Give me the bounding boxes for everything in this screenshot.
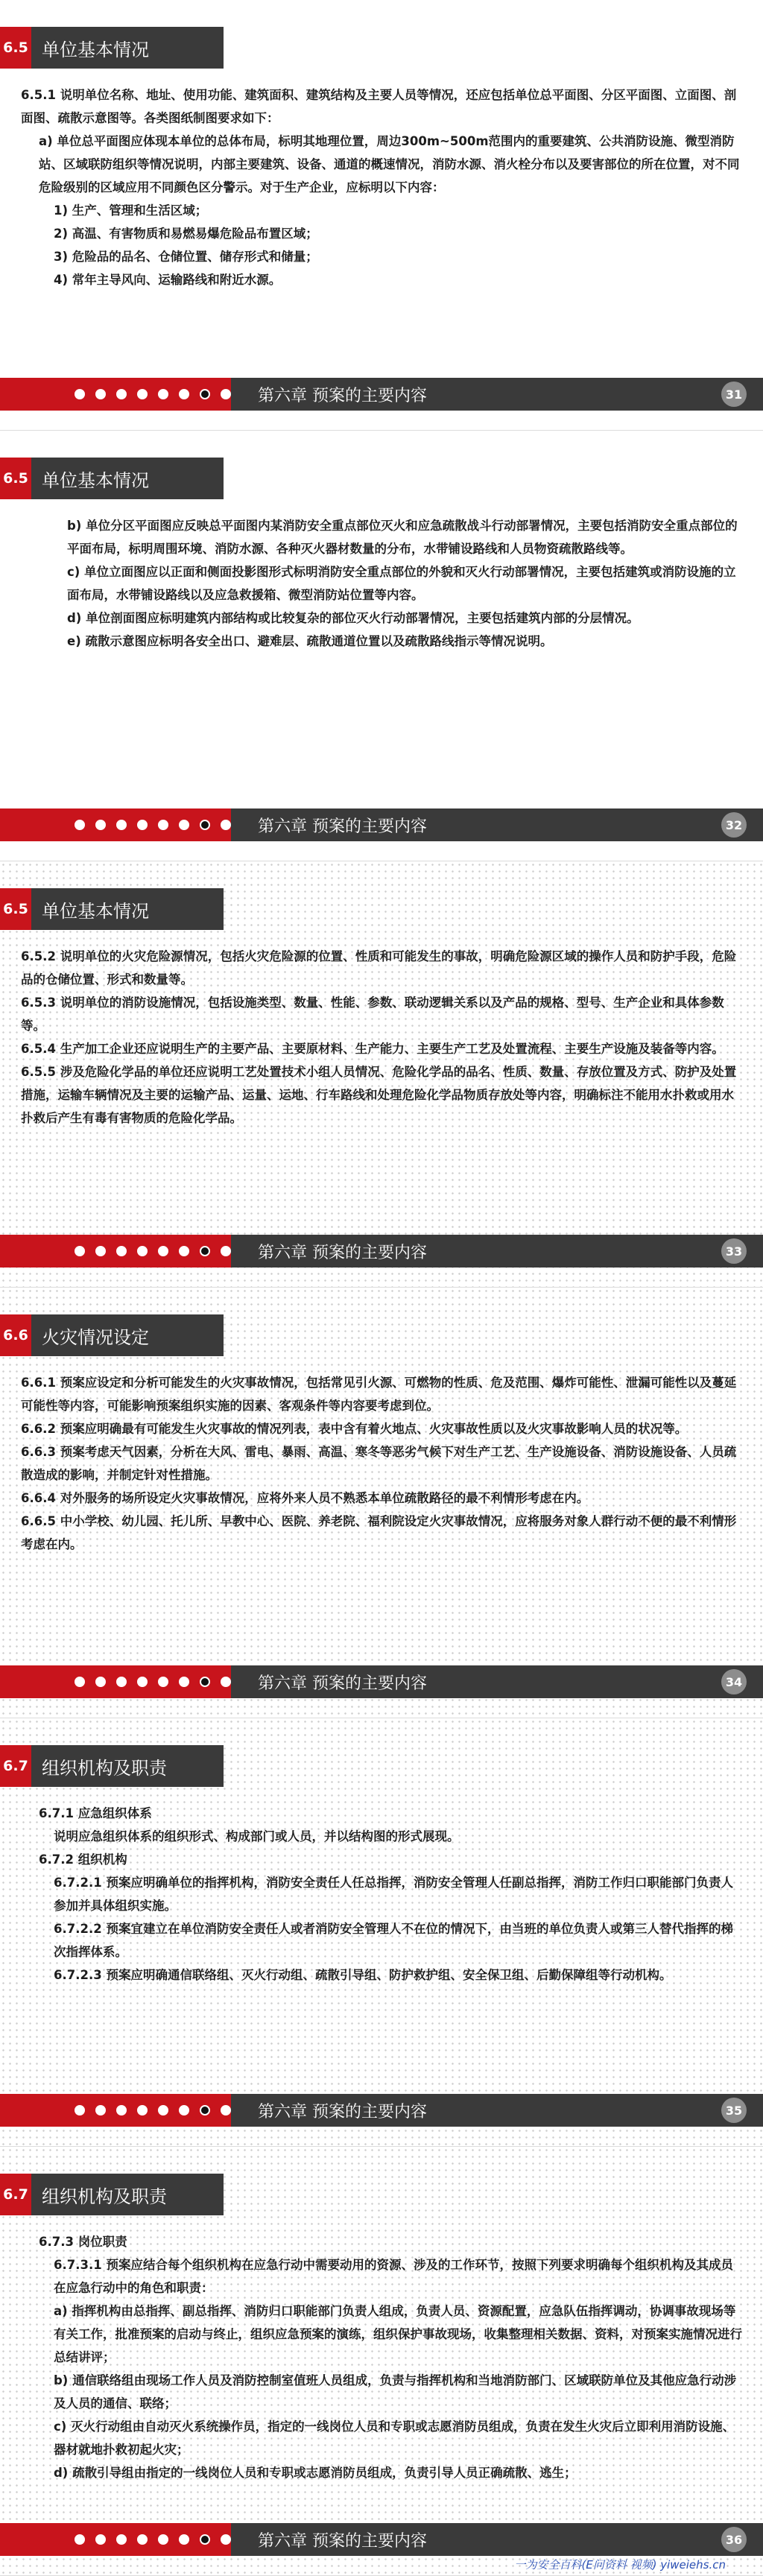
paragraph: 2) 高温、有害物质和易燃易爆危险品布置区域； (54, 227, 318, 241)
paragraph: 6.7.3 岗位职责 (39, 2235, 127, 2249)
paragraph: 6.5.2 说明单位的火灾危险源情况，包括火灾危险源的位置、性质和可能发生的事故，明确危险源区域的操作人员和防护手段，危险品的仓储位置、形式和数量等。 (21, 949, 737, 987)
page-number: 33 (721, 1238, 747, 1264)
paragraph: 6.6.3 预案考虑天气因素，分析在大风、雷电、暴雨、高温、寒冬等恶劣气候下对生产工艺、生产设施设备、消防设施设备、人员疏散造成的影响，并制定针对性措施。 (21, 1445, 737, 1482)
section-number: 6.5 (0, 27, 31, 69)
slide-footer (0, 1235, 763, 1268)
slide-content (21, 945, 745, 1130)
page-number: 35 (721, 2098, 747, 2123)
slide-1 (0, 0, 763, 431)
progress-dot-icon (75, 1677, 85, 1687)
paragraph: 1) 生产、管理和生活区域； (54, 203, 208, 218)
paragraph: 6.7.2.2 预案宜建立在单位消防安全责任人或者消防安全管理人不在位的情况下，由当班的单位负责人或第三人替代指挥的梯次指挥体系。 (54, 1922, 733, 1959)
section-title: 单位基本情况 (42, 39, 149, 60)
progress-dot-icon (75, 2105, 85, 2115)
paragraph: 6.5.3 说明单位的消防设施情况，包括设施类型、数量、性能、参数、联动逻辑关系以及产品的规格、型号、生产企业和具体参数等。 (21, 996, 724, 1033)
progress-dot-icon (75, 820, 85, 830)
paragraph: c) 单位立面图应以正面和侧面投影图形式标明消防安全重点部位的外貌和灭火行动部署情况，主要包括建筑或消防设施的立面布局，水带铺设路线以及应急救援箱、微型消防站位置等内容。 (67, 565, 736, 602)
progress-dot-icon (179, 2105, 189, 2115)
section-number: 6.7 (0, 1745, 31, 1787)
slide-5 (0, 1718, 763, 2147)
page-number: 36 (721, 2527, 747, 2552)
progress-dot-icon (116, 389, 127, 399)
paragraph: d) 单位剖面图应标明建筑内部结构或比较复杂的部位灭火行动部署情况，主要包括建筑内部的分层情况。 (67, 611, 639, 625)
paragraph: 3) 危险品的品名、仓储位置、储存形式和储量； (54, 250, 318, 264)
slide-content (21, 1802, 745, 1987)
progress-dot-icon (221, 1677, 231, 1687)
slide-content (21, 83, 745, 291)
paragraph: 6.7.2.1 预案应明确单位的指挥机构，消防安全责任人任总指挥，消防安全管理人任副总指挥，消防工作归口职能部门负责人参加并具体组织实施。 (54, 1876, 733, 1913)
progress-dot-icon (158, 2105, 168, 2115)
section-number: 6.7 (0, 2174, 31, 2215)
paragraph: 6.5.1 说明单位名称、地址、使用功能、建筑面积、建筑结构及主要人员等情况，还应包括单位总平面图、分区平面图、立面图、剖面图、疏散示意图等。各类图纸制图要求如下： (21, 88, 737, 125)
progress-dot-icon (116, 820, 127, 830)
chapter-title: 第六章 预案的主要内容 (231, 1665, 763, 1698)
progress-dot-icon (137, 820, 148, 830)
slide-content (21, 514, 745, 653)
paragraph: 4) 常年主导风向、运输路线和附近水源。 (54, 273, 282, 287)
section-header (0, 888, 224, 930)
paragraph: a) 单位总平面图应体现本单位的总体布局，标明其地理位置，周边300m~500m范围内的重要建筑、公共消防设施、微型消防站、区域联防组织等情况说明，内部主要建筑、设备、通道的概速情况，消防水源、消火栓分布以及要害部位的所在位置，对不同危险级别的区域应用不同颜色区分警示。对于生产企业，应标明以下内容： (39, 134, 740, 194)
chapter-title: 第六章 预案的主要内容 (231, 1235, 763, 1268)
paragraph: 说明应急组织体系的组织形式、构成部门或人员，并以结构图的形式展现。 (54, 1829, 460, 1844)
progress-dot-icon (200, 820, 210, 830)
paragraph: c) 灭火行动组由自动灭火系统操作员，指定的一线岗位人员和专职或志愿消防员组成，负责在发生火灾后立即利用消防设施、器材就地扑救初起火灾； (54, 2420, 735, 2457)
chapter-title: 第六章 预案的主要内容 (231, 2523, 763, 2556)
slide-footer (0, 2094, 763, 2127)
progress-dot-icon (75, 2534, 85, 2545)
progress-dot-icon (221, 2105, 231, 2115)
progress-dot-icon (158, 389, 168, 399)
section-title: 组织机构及职责 (42, 1757, 167, 1779)
progress-dot-icon (200, 2105, 210, 2115)
progress-dot-icon (95, 389, 106, 399)
paragraph: 6.5.4 生产加工企业还应说明生产的主要产品、主要原材料、生产能力、主要生产工艺及处置流程、主要生产设施及装备等内容。 (21, 1042, 724, 1056)
paragraph: e) 疏散示意图应标明各安全出口、避难层、疏散通道位置以及疏散路线指示等情况说明。 (67, 634, 553, 648)
slide-content (21, 1371, 745, 1556)
slide-content (21, 2230, 745, 2484)
progress-dot-icon (179, 1677, 189, 1687)
page-number: 34 (721, 1669, 747, 1694)
chapter-title: 第六章 预案的主要内容 (231, 808, 763, 841)
progress-dots (0, 2523, 231, 2556)
progress-dots (0, 378, 231, 411)
section-number: 6.6 (0, 1314, 31, 1356)
progress-dot-icon (158, 2534, 168, 2545)
progress-dot-icon (200, 2534, 210, 2545)
progress-dots (0, 1235, 231, 1268)
progress-dots (0, 2094, 231, 2127)
progress-dot-icon (200, 1677, 210, 1687)
paragraph: 6.7.3.1 预案应结合每个组织机构在应急行动中需要动用的资源、涉及的工作环节，按照下列要求明确每个组织机构及其成员在应急行动中的角色和职责： (54, 2258, 733, 2295)
progress-dot-icon (221, 2534, 231, 2545)
progress-dot-icon (158, 820, 168, 830)
section-header (0, 2174, 224, 2215)
section-title: 火灾情况设定 (42, 1326, 149, 1348)
page-number: 31 (721, 382, 747, 407)
progress-dot-icon (95, 820, 106, 830)
section-header (0, 27, 224, 69)
progress-dot-icon (116, 1246, 127, 1256)
paragraph: b) 通信联络组由现场工作人员及消防控制室值班人员组成，负责与指挥机构和当地消防部门、区域联防单位及其他应急行动涉及人员的通信、联络； (54, 2373, 737, 2411)
watermark: 一为安全百科(E问资料 视频) yiweiehs.cn (514, 2558, 726, 2572)
section-number: 6.5 (0, 888, 31, 930)
paragraph: 6.7.1 应急组织体系 (39, 1806, 152, 1820)
slide-2 (0, 431, 763, 861)
slide-footer (0, 1665, 763, 1698)
progress-dot-icon (95, 2105, 106, 2115)
chapter-title: 第六章 预案的主要内容 (231, 378, 763, 411)
paragraph: a) 指挥机构由总指挥、副总指挥、消防归口职能部门负责人组成，负责人员、资源配置，应急队伍指挥调动，协调事故现场等有关工作，批准预案的启动与终止，组织应急预案的演练，组织保护事故现场，收集整理相关数据、资料，对预案实施情况进行总结讲评； (54, 2304, 742, 2364)
progress-dot-icon (75, 389, 85, 399)
slide-3 (0, 861, 763, 1288)
progress-dot-icon (158, 1246, 168, 1256)
section-number: 6.5 (0, 458, 31, 499)
progress-dot-icon (179, 389, 189, 399)
paragraph: 6.6.2 预案应明确最有可能发生火灾事故的情况列表，表中含有着火地点、火灾事故性质以及火灾事故影响人员的状况等。 (21, 1422, 688, 1436)
progress-dot-icon (95, 1246, 106, 1256)
progress-dot-icon (95, 1677, 106, 1687)
page-number: 32 (721, 812, 747, 838)
section-header (0, 1745, 224, 1787)
paragraph: 6.7.2 组织机构 (39, 1852, 127, 1867)
section-title: 组织机构及职责 (42, 2186, 167, 2207)
progress-dot-icon (137, 1246, 148, 1256)
section-header (0, 1314, 224, 1356)
slide-footer (0, 2523, 763, 2556)
progress-dot-icon (116, 1677, 127, 1687)
section-title: 单位基本情况 (42, 469, 149, 491)
chapter-title: 第六章 预案的主要内容 (231, 2094, 763, 2127)
slide-footer (0, 808, 763, 841)
progress-dot-icon (137, 2105, 148, 2115)
progress-dot-icon (221, 820, 231, 830)
progress-dots (0, 808, 231, 841)
progress-dot-icon (179, 820, 189, 830)
progress-dot-icon (137, 1677, 148, 1687)
paragraph: 6.6.5 中小学校、幼儿园、托儿所、早教中心、医院、养老院、福利院设定火灾事故情况，应将服务对象人群行动不便的最不利情形考虑在内。 (21, 1514, 737, 1551)
progress-dot-icon (158, 1677, 168, 1687)
paragraph: b) 单位分区平面图应反映总平面图内某消防安全重点部位灭火和应急疏散战斗行动部署情况，主要包括消防安全重点部位的平面布局，标明周围环境、消防水源、各种灭火器材数量的分布，水带铺设路线和人员物资疏散路线等。 (67, 519, 738, 556)
progress-dot-icon (221, 1246, 231, 1256)
slide-4 (0, 1288, 763, 1718)
paragraph: 6.7.2.3 预案应明确通信联络组、灭火行动组、疏散引导组、防护救护组、安全保卫组、后勤保障组等行动机构。 (54, 1968, 672, 1982)
progress-dot-icon (116, 2105, 127, 2115)
progress-dot-icon (137, 2534, 148, 2545)
paragraph: 6.6.1 预案应设定和分析可能发生的火灾事故情况，包括常见引火源、可燃物的性质、危及范围、爆炸可能性、泄漏可能性以及蔓延可能性等内容，可能影响预案组织实施的因素、客观条件等内容要考虑到位。 (21, 1376, 737, 1413)
paragraph: d) 疏散引导组由指定的一线岗位人员和专职或志愿消防员组成，负责引导人员正确疏散、逃生； (54, 2466, 577, 2480)
progress-dot-icon (116, 2534, 127, 2545)
slide-footer (0, 378, 763, 411)
progress-dot-icon (221, 389, 231, 399)
progress-dot-icon (137, 389, 148, 399)
progress-dot-icon (95, 2534, 106, 2545)
progress-dot-icon (200, 389, 210, 399)
progress-dot-icon (200, 1246, 210, 1256)
progress-dot-icon (179, 2534, 189, 2545)
paragraph: 6.5.5 涉及危险化学品的单位还应说明工艺处置技术小组人员情况、危险化学品的品名、性质、数量、存放位置及方式、防护及处置措施，运输车辆情况及主要的运输产品、运量、运地、行车路线和处理危险化学品物质存放处等内容，明确标注不能用水扑救或用水扑救后产生有毒有害物质的危险化学品。 (21, 1065, 737, 1125)
paragraph: 6.6.4 对外服务的场所设定火灾事故情况，应将外来人员不熟悉本单位疏散路径的最不利情形考虑在内。 (21, 1491, 589, 1505)
progress-dots (0, 1665, 231, 1698)
section-header (0, 458, 224, 499)
progress-dot-icon (179, 1246, 189, 1256)
progress-dot-icon (75, 1246, 85, 1256)
slide-6 (0, 2147, 763, 2576)
section-title: 单位基本情况 (42, 900, 149, 922)
